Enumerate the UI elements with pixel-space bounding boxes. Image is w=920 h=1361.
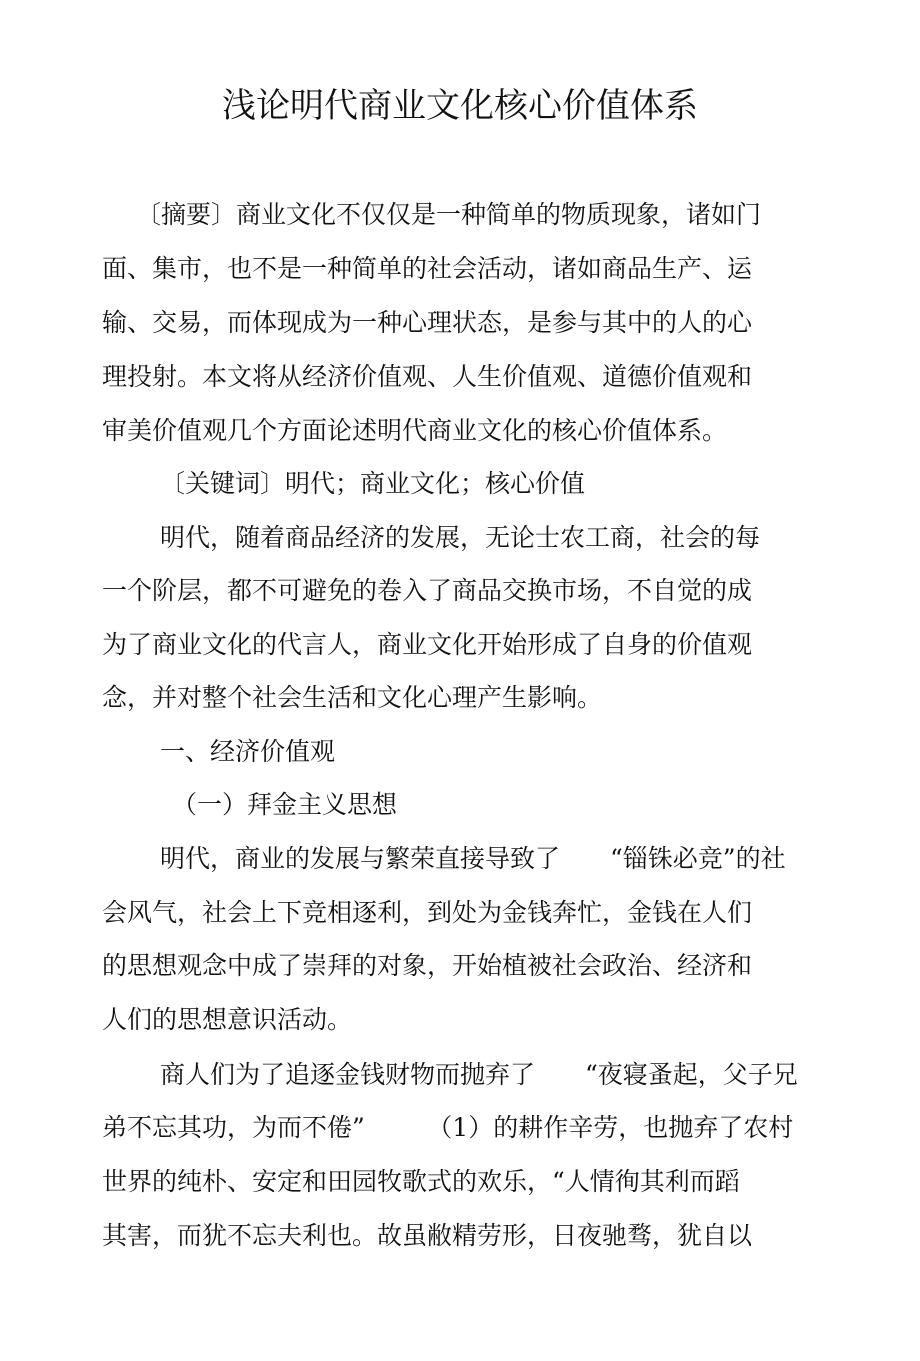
section-heading: 一、经济价值观 xyxy=(160,737,336,766)
abstract-line-5: 审美价值观几个方面论述明代商业文化的核心价值体系。 xyxy=(102,416,728,445)
body-line-9: 商人们为了追逐金钱财物而抛弃了 “夜寝蚤起，父子兄 xyxy=(160,1060,798,1089)
body-line-1: 明代，随着商品经济的发展，无论士农工商，社会的每 xyxy=(160,523,761,552)
abstract-line-1: 〔摘要〕商业文化不仅仅是一种简单的物质现象，诸如门 xyxy=(136,200,762,229)
body-line-6: 会风气，社会上下竞相逐利，到处为金钱奔忙，金钱在人们 xyxy=(102,898,753,927)
body-line-7: 的思想观念中成了崇拜的对象，开始植被社会政治、经济和 xyxy=(102,951,753,980)
abstract-line-2: 面、集市，也不是一种简单的社会活动，诸如商品生产、运 xyxy=(102,254,753,283)
body-line-10: 弟不忘其功，为而不倦” （1）的耕作辛劳，也抛弃了农村 xyxy=(102,1113,794,1142)
keywords-line: 〔关键词〕明代；商业文化；核心价值 xyxy=(160,469,586,498)
body-line-5: 明代，商业的发展与繁荣直接导致了 “锱铢必竞”的社 xyxy=(160,844,786,873)
body-line-12: 其害，而犹不忘夫利也。故虽敝精劳形，日夜驰骛，犹自以 xyxy=(102,1221,753,1250)
body-line-4: 念，并对整个社会生活和文化心理产生影响。 xyxy=(102,683,603,712)
document-title: 浅论明代商业文化核心价值体系 xyxy=(222,86,698,126)
body-line-11: 世界的纯朴、安定和田园牧歌式的欢乐，“人情徇其利而蹈 xyxy=(102,1167,740,1196)
body-line-3: 为了商业文化的代言人，商业文化开始形成了自身的价值观 xyxy=(102,630,753,659)
body-line-2: 一个阶层，都不可避免的卷入了商品交换市场，不自觉的成 xyxy=(102,576,753,605)
subsection-heading: （一）拜金主义思想 xyxy=(172,790,398,819)
abstract-line-3: 输、交易，而体现成为一种心理状态，是参与其中的人的心 xyxy=(102,308,753,337)
abstract-line-4: 理投射。本文将从经济价值观、人生价值观、道德价值观和 xyxy=(102,362,753,391)
body-line-8: 人们的思想意识活动。 xyxy=(102,1005,353,1034)
